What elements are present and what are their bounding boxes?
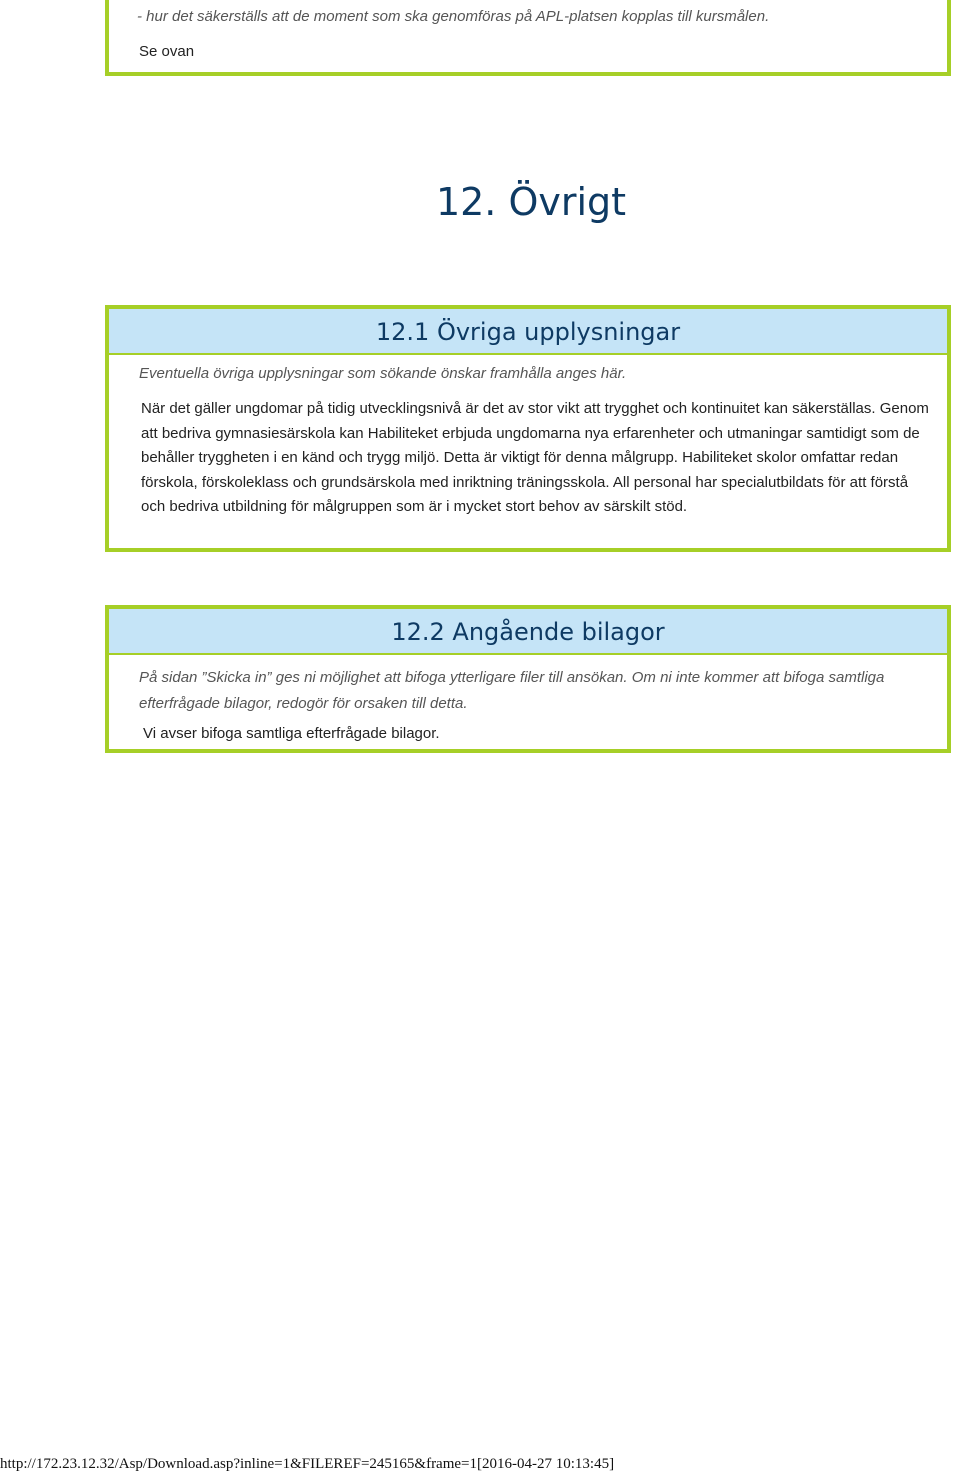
footer-url: http://172.23.12.32/Asp/Download.asp?inline=1&FILEREF=245165&frame=1[2016-04-27 10:13:45] [0, 1456, 615, 1472]
section-title: 12.2 Angående bilagor [391, 618, 665, 646]
section-bilagor [105, 605, 951, 753]
apl-question: - hur det säkerställs att de moment som ska genomföras på APL-platsen kopplas till kursmålen. [137, 8, 770, 25]
apl-answer: Se ovan [139, 43, 195, 60]
section-header [109, 309, 947, 355]
chapter-title: 12. Övrigt [435, 180, 627, 224]
section-question: Eventuella övriga upplysningar som sökande önskar framhålla anges här. [139, 365, 627, 382]
apl-answer-box [105, 0, 951, 76]
section-ovriga-upplysningar [105, 305, 951, 552]
section-title: 12.1 Övriga upplysningar [375, 318, 681, 346]
section-header [109, 609, 947, 655]
section-question: På sidan ”Skicka in” ges ni möjlighet att bifoga ytterligare filer till ansökan. Om ni inte kommer att bifoga samtliga efterfrågade bilagor, redogör för orsaken till detta. [139, 669, 885, 712]
section-answer: Vi avser bifoga samtliga efterfrågade bilagor. [143, 725, 440, 742]
section-answer: När det gäller ungdomar på tidig utvecklingsnivå är det av stor vikt att trygghet och kontinuitet kan säkerställas. Genom att bedriva gymnasiesärskola kan Habiliteket erbjuda ungdomarna nya erfarenheter och utmaningar samtidigt som de behåller tryggheten i en känd och trygg miljö. Detta är viktigt för denna målgrupp. Habiliteket skolor omfattar redan förskola, förskoleklass och grundsärskola med inriktning träningsskola. All personal har specialutbildats för att förstå och bedriva utbildning för målgruppen som är i mycket stort behov av särskilt stöd. [141, 400, 929, 515]
